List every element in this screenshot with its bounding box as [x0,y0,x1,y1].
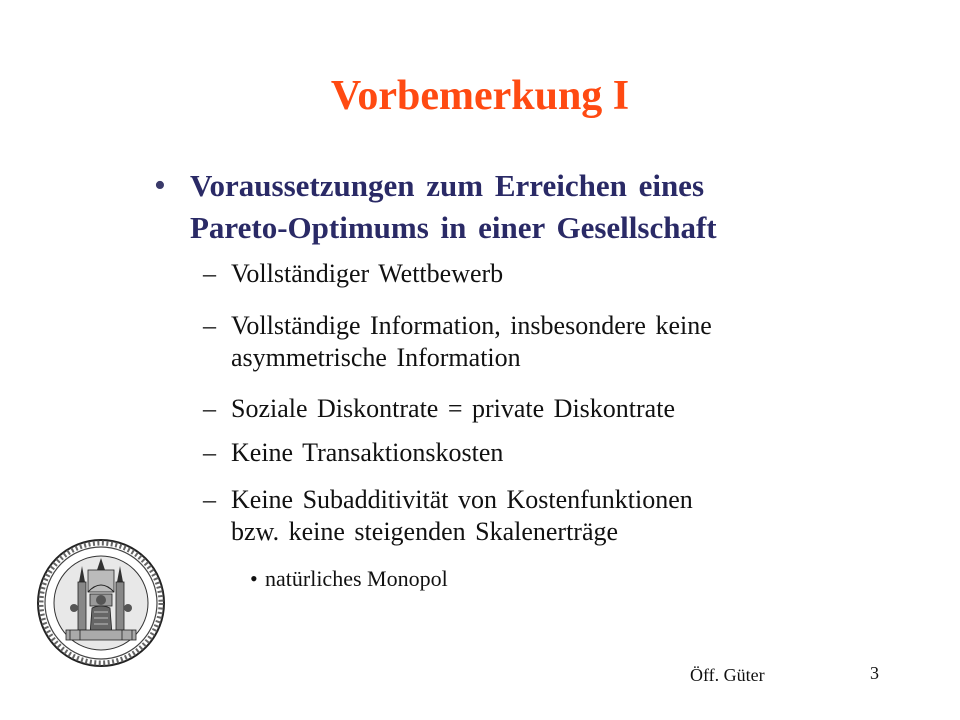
sub-item-text [231,437,831,469]
sub-item-text [231,393,831,425]
sub-item-line: asymmetrische Information [231,343,521,372]
page-number: 3 [870,663,879,683]
sub-item-text [231,310,831,374]
sub-item-line: Vollständige Information, insbesondere keine [231,311,712,340]
main-bullet-text [190,165,717,249]
sub-item-line: Soziale Diskontrate = private Diskontrate [231,394,675,423]
main-bullet-marker: • [154,167,166,204]
sub-item-marker: – [203,259,216,288]
sub-item-marker: – [203,438,216,467]
main-bullet-line-2: Pareto-Optimums in einer Gesellschaft [190,210,717,245]
footer-title: Öff. Güter [690,665,765,685]
sub-item-text [231,484,831,548]
sub-item-marker: – [203,394,216,423]
main-bullet-line-1: Voraussetzungen zum Erreichen eines [190,168,705,203]
sub-item-text [231,258,831,290]
sub-item-line: Vollständiger Wettbewerb [231,259,504,288]
sub-item-line: bzw. keine steigenden Skalenerträge [231,517,619,546]
sub-sub-item-marker: • [250,566,258,591]
sub-item-marker: – [203,485,216,514]
sub-item-line: Keine Transaktionskosten [231,438,504,467]
slide-title: Vorbemerkung I [330,73,630,119]
university-seal-icon [36,538,166,668]
sub-sub-item-text: natürliches Monopol [265,566,448,591]
sub-item-line: Keine Subadditivität von Kostenfunktionen [231,485,693,514]
sub-item-marker: – [203,311,216,340]
